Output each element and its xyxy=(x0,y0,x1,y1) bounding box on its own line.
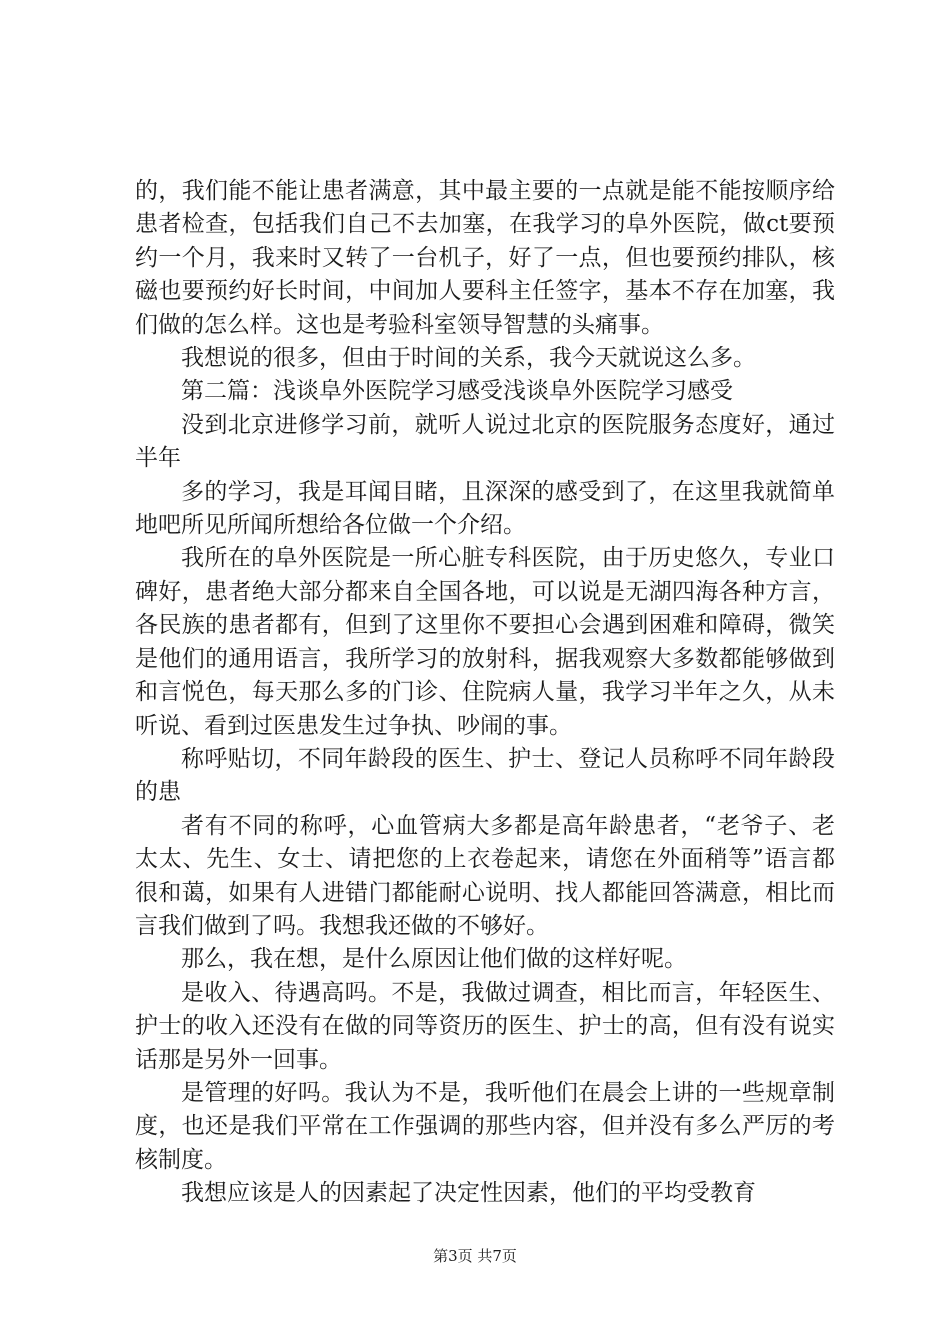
paragraph-5: 多的学习，我是耳闻目睹，且深深的感受到了，在这里我就简单地吧所见所闻所想给各位做一个介绍。 xyxy=(135,478,835,539)
document-body xyxy=(135,175,835,1211)
paragraph-8: 者有不同的称呼，心血管病大多都是高年龄患者，“老爷子、老太太、先生、女士、请把您的上衣卷起来，请您在外面稍等”语言都很和蔼，如果有人进错门都能耐心说明、找人都能回答满意，相比而言我们做到了吗。我想我还做的不够好。 xyxy=(135,812,835,939)
paragraph-7: 称呼贴切，不同年龄段的医生、护士、登记人员称呼不同年龄段的患 xyxy=(135,745,835,806)
paragraph-1: 的，我们能不能让患者满意，其中最主要的一点就是能不能按顺序给患者检查，包括我们自己不去加塞，在我学习的阜外医院，做ct要预约一个月，我来时又转了一台机子，好了一点，但也要预约排队，核磁也要预约好长时间，中间加人要科主任签字，基本不存在加塞，我们做的怎么样。这也是考验科室领导智慧的头痛事。 xyxy=(135,178,835,338)
page-number-footer: 第3页 共7页 xyxy=(433,1247,517,1265)
paragraph-12: 我想应该是人的因素起了决定性因素，他们的平均受教育 xyxy=(181,1180,756,1207)
paragraph-11: 是管理的好吗。我认为不是，我听他们在晨会上讲的一些规章制度，也还是我们平常在工作强调的那些内容，但并没有多么严厉的考核制度。 xyxy=(135,1079,835,1173)
paragraph-10: 是收入、待遇高吗。不是，我做过调查，相比而言，年轻医生、护士的收入还没有在做的同等资历的医生、护士的高，但有没有说实话那是另外一回事。 xyxy=(135,979,835,1073)
paragraph-2: 我想说的很多，但由于时间的关系，我今天就说这么多。 xyxy=(181,345,756,372)
paragraph-9: 那么，我在想，是什么原因让他们做的这样好呢。 xyxy=(181,946,687,973)
paragraph-4: 没到北京进修学习前，就听人说过北京的医院服务态度好，通过半年 xyxy=(135,411,835,472)
section-heading: 第二篇：浅谈阜外医院学习感受浅谈阜外医院学习感受 xyxy=(181,378,733,405)
paragraph-6: 我所在的阜外医院是一所心脏专科医院，由于历史悠久，专业口碑好，患者绝大部分都来自全国各地，可以说是无湖四海各种方言，各民族的患者都有，但到了这里你不要担心会遇到困难和障碍，微笑是他们的通用语言，我所学习的放射科，据我观察大多数都能够做到和言悦色，每天那么多的门诊、住院病人量，我学习半年之久，从未听说、看到过医患发生过争执、吵闹的事。 xyxy=(135,545,835,739)
